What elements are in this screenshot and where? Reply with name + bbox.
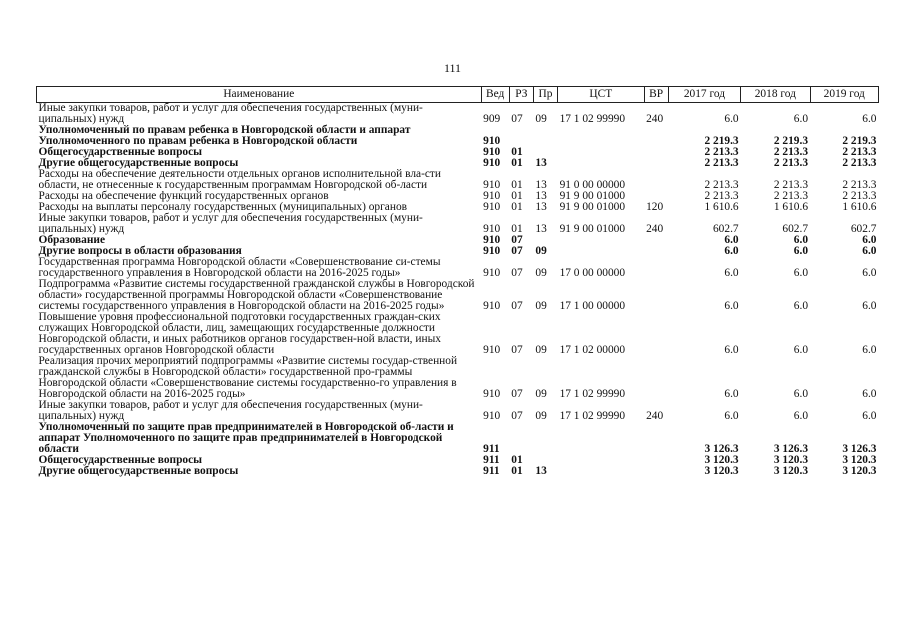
cell-rz: 01 [511,465,523,477]
cell-rz [509,422,533,455]
column-header-pr: Пр [533,87,557,103]
cell-2018: 6.0 [793,113,809,125]
cell-rz: 07 [511,300,523,312]
cell-2019: 6.0 [862,234,877,246]
cell-cst: 17 1 02 99990 [559,410,626,422]
cell-ved: 910 [483,157,501,169]
cell-rz: 07 [511,410,523,422]
cell-2018: 602.7 [782,223,809,235]
cell-ved: 910 [483,146,501,158]
cell-vr [644,125,668,147]
cell-2019: 2 219.3 [842,135,877,147]
cell-2019: 6.0 [862,410,877,422]
cell-vr [644,257,668,279]
cell-vr [644,158,668,169]
column-header-2019: 2019 год [810,87,878,103]
cell-rz: 07 [511,344,523,356]
cell-2017: 6.0 [724,344,739,356]
cell-2019: 6.0 [862,245,877,257]
cell-name: Иные закупки товаров, работ и услуг для обеспечения государственных (муни-ципальных) нужд [38,212,423,235]
cell-2018: 3 126.3 [773,443,809,455]
cell-cst: 17 1 00 00000 [559,300,626,312]
cell-2017: 6.0 [724,388,739,400]
cell-2019: 3 120.3 [842,454,877,466]
cell-name: Повышение уровня профессиональной подготовки государственных граждан-ских служащих Новгородской области, лиц, замещающих государственные должности Новгородской области, и иных работников органов государствен-ной власти, иных государственных органов Новгородской области [38,311,441,356]
cell-2018: 6.0 [793,245,809,257]
table-row [37,213,879,235]
cell-2019: 6.0 [862,267,877,279]
table-header [37,87,879,103]
cell-ved: 911 [483,443,500,455]
cell-2019: 1 610.6 [842,201,877,213]
cell-cst [558,147,645,158]
cell-cst: 17 1 02 99990 [559,388,626,400]
column-header-vr: ВР [644,87,668,103]
cell-2017: 2 213.3 [704,179,739,191]
cell-name: Уполномоченный по защите прав предпринимателей в Новгородской об-ласти и аппарат Уполномоченного по защите прав предпринимателей в Новгородской области [38,421,454,455]
cell-pr: 13 [535,201,547,213]
cell-ved: 910 [483,410,501,422]
cell-cst: 91 9 00 01000 [559,201,626,213]
cell-2018: 3 120.3 [773,465,809,477]
cell-ved: 910 [483,135,501,147]
column-header-2018: 2018 год [741,87,810,103]
cell-rz: 01 [511,146,523,158]
cell-2017: 6.0 [724,234,739,246]
cell-pr: 09 [535,344,547,356]
cell-ved: 910 [483,234,501,246]
cell-pr: 13 [535,190,547,202]
cell-name: Образование [38,234,106,246]
table-row [37,312,879,356]
cell-name: Общегосударственные вопросы [38,454,203,466]
cell-rz: 01 [511,201,523,213]
cell-2017: 3 120.3 [704,465,739,477]
table-row [37,422,879,455]
cell-ved: 910 [483,179,501,191]
cell-vr [644,246,668,257]
cell-2018: 6.0 [793,344,809,356]
cell-rz [509,125,533,147]
cell-rz: 07 [511,234,523,246]
cell-pr: 13 [535,157,547,169]
cell-vr [644,279,668,312]
cell-pr: 13 [535,223,547,235]
cell-2019: 6.0 [862,300,877,312]
cell-ved: 910 [483,190,501,202]
cell-cst [558,125,645,147]
cell-cst: 91 9 00 01000 [559,190,626,202]
cell-cst: 91 9 00 01000 [559,223,626,235]
cell-rz: 01 [511,157,523,169]
cell-rz: 07 [511,245,523,257]
cell-vr [644,466,668,477]
cell-ved: 910 [483,300,501,312]
cell-name: Реализация прочих мероприятий подпрограммы «Развитие системы государ-ственной гражданской службы в Новгородской области» государственной про-граммы Новгородской области «Совершенствование системы государственно-го управления в Новгородской области на 2016-2025 годы» [38,355,458,400]
cell-rz: 01 [511,454,523,466]
table-body [37,103,879,478]
cell-rz: 01 [511,179,523,191]
cell-2019: 3 120.3 [842,465,877,477]
cell-2018: 6.0 [793,388,809,400]
cell-vr [644,455,668,466]
cell-vr [644,147,668,158]
cell-ved: 910 [483,223,501,235]
cell-name: Иные закупки товаров, работ и услуг для обеспечения государственных (муни-ципальных) нужд [38,399,423,422]
cell-rz: 07 [511,113,523,125]
cell-2018: 2 219.3 [773,135,809,147]
cell-pr: 09 [535,113,547,125]
cell-name: Другие общегосударственные вопросы [38,157,239,169]
cell-2017: 2 213.3 [704,157,739,169]
cell-cst: 17 0 00 00000 [559,267,626,279]
cell-name: Государственная программа Новгородской области «Совершенствование си-стемы государственного управления в Новгородской области на 2016-2025 годы» [38,256,441,279]
cell-2018: 2 213.3 [773,179,809,191]
cell-2018: 2 213.3 [773,146,809,158]
table-row [37,356,879,400]
cell-cst [558,422,645,455]
cell-ved: 910 [483,388,501,400]
cell-vr [644,422,668,455]
cell-pr [533,422,557,455]
cell-2018: 3 120.3 [773,454,809,466]
cell-ved: 909 [483,113,501,125]
cell-cst [558,455,645,466]
cell-2019: 6.0 [862,388,877,400]
column-header-cst: ЦСТ [558,87,645,103]
cell-name: Другие общегосударственные вопросы [38,465,239,477]
cell-name: Расходы на обеспечение функций государственных органов [38,190,329,202]
cell-2017: 1 610.6 [704,201,739,213]
table-row [37,400,879,422]
cell-2019: 6.0 [862,344,877,356]
cell-pr: 09 [535,245,547,257]
cell-2017: 6.0 [724,245,739,257]
cell-name: Расходы на выплаты персоналу государственных (муниципальных) органов [38,201,408,213]
cell-vr [644,312,668,356]
cell-ved: 910 [483,201,501,213]
cell-cst: 91 0 00 00000 [559,179,626,191]
cell-vr: 240 [646,223,664,235]
cell-pr: 13 [535,465,547,477]
cell-cst: 17 1 02 99990 [559,113,626,125]
cell-2018: 6.0 [793,267,809,279]
cell-2017: 3 126.3 [704,443,739,455]
cell-cst: 17 1 02 00000 [559,344,626,356]
column-header-rz: РЗ [509,87,533,103]
cell-name: Подпрограмма «Развитие системы государственной гражданской службы в Новгородской области» государственной программы Новгородской области «Совершенствование системы государственного управления в Новгородской области на 2016-2025 годы» [38,278,475,312]
cell-pr [533,125,557,147]
cell-2017: 602.7 [712,223,739,235]
cell-2018: 2 213.3 [773,190,809,202]
cell-vr: 120 [646,201,664,213]
cell-2019: 2 213.3 [842,179,877,191]
cell-ved: 911 [483,454,500,466]
cell-2017: 2 219.3 [704,135,739,147]
cell-2017: 6.0 [724,300,739,312]
table-row [37,125,879,147]
table-row [37,169,879,191]
cell-rz: 07 [511,388,523,400]
table-row [37,103,879,126]
column-header-2017: 2017 год [668,87,740,103]
cell-2019: 2 213.3 [842,190,877,202]
cell-2018: 6.0 [793,234,809,246]
cell-2018: 2 213.3 [773,157,809,169]
cell-2019: 2 213.3 [842,157,877,169]
table-row [37,257,879,279]
cell-pr: 09 [535,388,547,400]
cell-rz: 01 [511,190,523,202]
table-row [37,279,879,312]
cell-2018: 6.0 [793,410,809,422]
cell-rz: 07 [511,267,523,279]
cell-2019: 6.0 [862,113,877,125]
cell-cst [558,235,645,246]
cell-vr [644,235,668,246]
cell-2019: 3 126.3 [842,443,877,455]
cell-pr: 09 [535,410,547,422]
cell-ved: 911 [483,465,500,477]
cell-ved: 910 [483,245,501,257]
cell-2019: 2 213.3 [842,146,877,158]
cell-2017: 6.0 [724,267,739,279]
cell-ved: 910 [483,267,501,279]
cell-cst [558,158,645,169]
cell-vr [644,169,668,191]
cell-2018: 1 610.6 [773,201,809,213]
cell-cst [558,466,645,477]
cell-name: Общегосударственные вопросы [38,146,203,158]
cell-2017: 3 120.3 [704,454,739,466]
cell-vr: 240 [646,410,664,422]
cell-2018: 6.0 [793,300,809,312]
cell-2017: 2 213.3 [704,190,739,202]
table-row [37,466,879,477]
cell-pr: 09 [535,267,547,279]
cell-2019: 602.7 [850,223,877,235]
cell-pr: 13 [535,179,547,191]
column-header-ved: Вед [481,87,509,103]
budget-table [36,86,879,477]
cell-2017: 6.0 [724,410,739,422]
cell-2017: 6.0 [724,113,739,125]
cell-2017: 2 213.3 [704,146,739,158]
cell-vr: 240 [646,113,664,125]
cell-vr [644,356,668,400]
cell-cst [558,246,645,257]
cell-rz: 01 [511,223,523,235]
cell-pr: 09 [535,300,547,312]
cell-name: Расходы на обеспечение деятельности отдельных органов исполнительной вла-сти области, не отнесенные к государственным программам Новгородской об-ласти [38,168,441,191]
cell-name: Иные закупки товаров, работ и услуг для обеспечения государственных (муни-ципальных) нужд [38,102,423,125]
cell-name: Уполномоченный по правам ребенка в Новгородской области и аппарат Уполномоченного по правам ребенка в Новгородской области [38,124,411,147]
cell-ved: 910 [483,344,501,356]
column-header-name: Наименование [37,87,482,103]
page-number: 111 [443,61,462,75]
cell-name: Другие вопросы в области образования [38,245,242,257]
